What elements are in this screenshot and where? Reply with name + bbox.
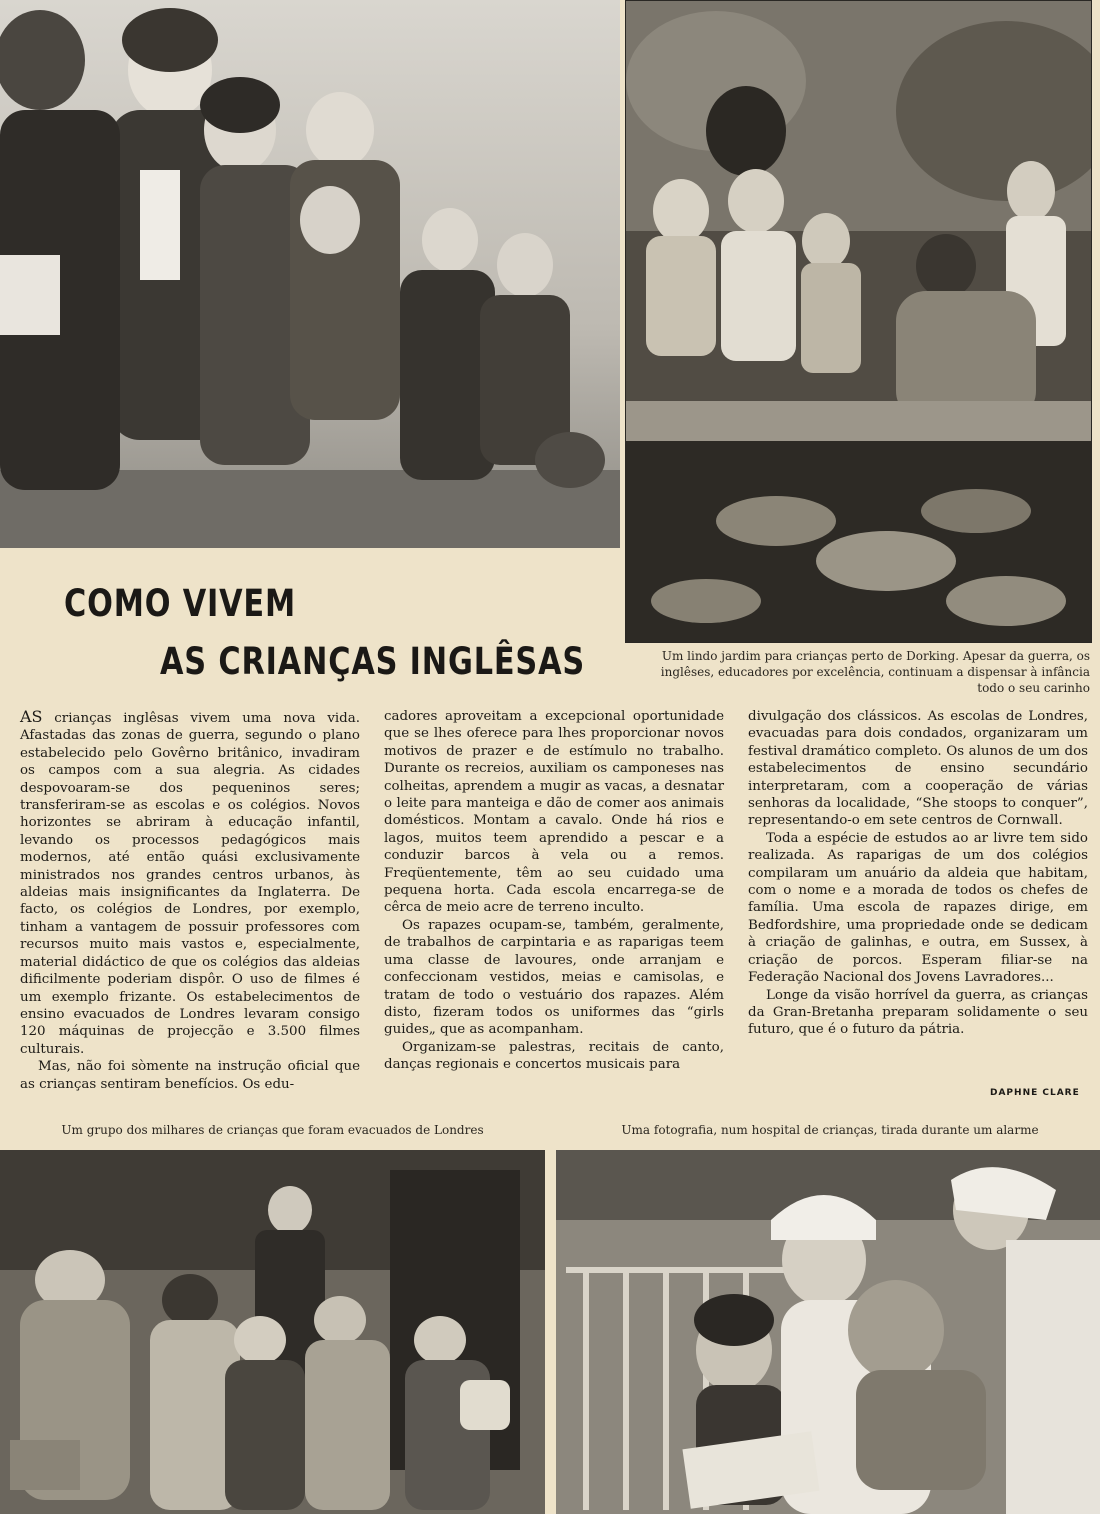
photo-evacuated-children (0, 1150, 545, 1514)
dropcap: AS (20, 707, 43, 726)
article-column-2 (384, 708, 724, 1074)
article-paragraph: divulgação dos clássicos. As escolas de Londres, evacuadas para dois condados, organizaram um festival dramático completo. Os alunos de um dos estabelecimentos de ensino secundário interpretaram, com a cooperação de várias senhoras da localidade, “She stoops to conquer”, representando-o em sete centros de Cornwall. (748, 709, 1088, 829)
caption-hospital: Uma fotografia, num hospital de crianças, tirada durante um alarme (621, 1123, 1039, 1137)
article-paragraph: Mas, não foi sòmente na instrução oficial que as crianças sentiram benefícios. Os edu- (20, 1059, 360, 1092)
article-paragraph: cadores aproveitam a excepcional oportunidade que se lhes oferece para lhes proporcionar novos motivos de prazer e de estímulo no trabalho. Durante os recreios, auxiliam os camponeses nas colheitas, aprendem a mugir as vacas, a desnatar o leite para manteiga e dão de comer aos animais domésticos. Montam a cavalo. Onde há rios e lagos, muitos teem aprendido a pescar e a conduzir barcos à vela ou a remos. Freqüentemente, têm ao seu cuidado uma pequena horta. Cada escola encarrega-se de cêrca de meio acre de terreno inculto. (384, 709, 724, 916)
paragraph-text: crianças inglêsas vivem uma nova vida. Afastadas das zonas de guerra, segundo o plano estabelecido pelo Govêrno britânico, invadiram os campos com a sua alegria. As cidades despovoaram-se dos pequeninos seres; transferiram-se as escolas e os colégios. Novos horizontes se abriram à educação infantil, levando os processos pedagógicos mais modernos, até então quási exclusivamente ministrados nos grandes centros urbanos, às aldeias mais insignificantes da Inglaterra. De facto, os colégios de Londres, por exemplo, tinham a vantagem de possuir professores com recursos muito mais vastos e, especialmente, material didáctico de que os colégios das aldeias dificilmente poderiam dispôr. O uso de filmes é um exemplo frizante. Os estabelecimentos de ensino evacuados de Londres levaram consigo 120 máquinas de projecção e 3.500 filmes culturais. (20, 711, 360, 1057)
article-paragraph: Toda a espécie de estudos ao ar livre tem sido realizada. As raparigas de um dos colégios compilaram um anuário da aldeia que habitam, com o nome e a morada de todos os chefes de família. Uma escola de rapazes dirige, em Bedfordshire, uma propriedade onde se dedicam à criação de galinhas, e outra, em Sussex, à criação de porcos. Esperam filiar-se na Federação Nacional dos Jovens Lavradores... (748, 830, 1088, 986)
article-paragraph (20, 708, 360, 1058)
article-column-3 (748, 708, 1088, 1039)
article-column-1 (20, 708, 360, 1093)
headline-line-1: COMO VIVEM (64, 582, 296, 625)
author-byline: DAPHNE CLARE (990, 1088, 1080, 1098)
caption-garden-pond: Um lindo jardim para crianças perto de Dorking. Apesar da guerra, os inglêses, educadores por excelência, continuam a dispensar à infância todo o seu carinho (660, 649, 1090, 695)
photo-children-waving (0, 0, 620, 548)
caption-evacuated-children: Um grupo dos milhares de crianças que foram evacuados de Londres (61, 1123, 484, 1137)
article-paragraph: Longe da visão horrível da guerra, as crianças da Gran-Bretanha preparam solidamente o seu futuro, que é o futuro da pátria. (748, 987, 1088, 1038)
headline-line-2: AS CRIANÇAS INGLÊSAS (160, 640, 586, 683)
article-paragraph: Os rapazes ocupam-se, também, geralmente, de trabalhos de carpintaria e as raparigas teem uma classe de lavoures, onde arranjam e confeccionam vestidos, meias e camisolas, e tratam de todo o vestuário dos rapazes. Além disto, fizeram todos os uniformes das “girls guides„ que as acompanham. (384, 917, 724, 1038)
photo-garden-pond (625, 0, 1092, 643)
photo-hospital-nurse (556, 1150, 1100, 1514)
article-paragraph: Organizam-se palestras, recitais de canto, danças regionais e concertos musicais para (384, 1039, 724, 1073)
